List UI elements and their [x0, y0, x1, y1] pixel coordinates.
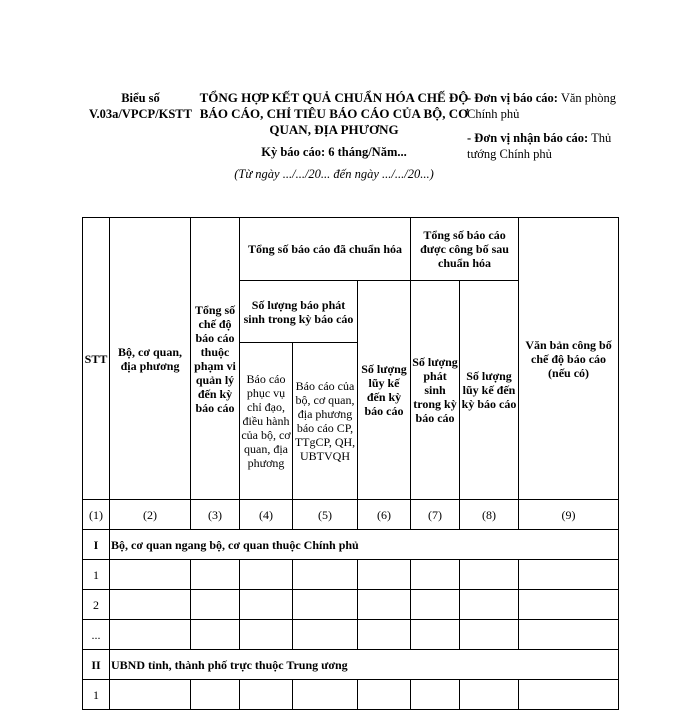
report-title: TỔNG HỢP KẾT QUẢ CHUẨN HÓA CHẾ ĐỘ BÁO CÁO, CHỈ TIÊU BÁO CÁO CỦA BỘ, CƠ QUAN, ĐỊA PHƯƠNG	[199, 90, 469, 137]
reporting-unit-value: Văn phòng Chính phủ	[467, 91, 617, 121]
receiving-unit-value: Thủ tướng Chính phủ	[467, 131, 612, 161]
column-number: (4)	[240, 500, 293, 530]
header-arising-direction: Báo cáo phục vụ chỉ đạo, điều hành của bộ, cơ quan, địa phương	[240, 343, 293, 500]
table-cell	[110, 620, 191, 650]
table-row	[83, 560, 619, 590]
row-number: ...	[83, 620, 110, 650]
header-stt: STT	[83, 218, 110, 500]
table-cell	[411, 680, 460, 710]
table-row	[83, 680, 619, 710]
column-number: (8)	[460, 500, 519, 530]
table-cell	[293, 680, 358, 710]
table-cell	[191, 590, 240, 620]
table-cell	[519, 620, 619, 650]
reporting-unit	[467, 90, 632, 122]
table-cell	[191, 620, 240, 650]
header-cumulative: Số lượng lũy kế đến kỳ báo cáo	[358, 281, 411, 500]
header-row-1	[83, 218, 619, 281]
table-cell	[110, 680, 191, 710]
report-date-range: (Từ ngày .../.../20... đến ngày .../.../20...)	[234, 167, 434, 181]
column-number: (9)	[519, 500, 619, 530]
receiving-unit-label: - Đơn vị nhận báo cáo:	[467, 131, 589, 145]
units-block	[467, 90, 632, 162]
header-standardized-group: Tổng số báo cáo đã chuẩn hóa	[240, 218, 411, 281]
table-row	[83, 620, 619, 650]
report-period: Kỳ báo cáo: 6 tháng/Năm...	[261, 145, 407, 159]
table-cell	[411, 620, 460, 650]
header-total-regimes: Tổng số chế độ báo cáo thuộc phạm vi quản lý đến kỳ báo cáo	[191, 218, 240, 500]
table-cell	[240, 560, 293, 590]
table-cell	[191, 560, 240, 590]
row-number: 1	[83, 560, 110, 590]
table-cell	[240, 680, 293, 710]
receiving-unit	[467, 130, 632, 162]
table-cell	[358, 680, 411, 710]
section-code: II	[83, 650, 110, 680]
table-row	[83, 590, 619, 620]
header-published-group: Tổng số báo cáo được công bố sau chuẩn hóa	[411, 218, 519, 281]
table-cell	[519, 590, 619, 620]
report-table	[82, 217, 619, 710]
section-title: Bộ, cơ quan ngang bộ, cơ quan thuộc Chính phủ	[110, 530, 619, 560]
reporting-unit-label: - Đơn vị báo cáo:	[467, 91, 558, 105]
table-cell	[460, 680, 519, 710]
table-cell	[519, 680, 619, 710]
table-cell	[411, 560, 460, 590]
title-block	[198, 90, 470, 182]
table-cell	[519, 560, 619, 590]
table-cell	[358, 590, 411, 620]
table-cell	[358, 560, 411, 590]
column-number: (6)	[358, 500, 411, 530]
table-cell	[191, 680, 240, 710]
column-number: (3)	[191, 500, 240, 530]
section-row	[83, 530, 619, 560]
table-cell	[110, 590, 191, 620]
table-cell	[460, 590, 519, 620]
table-cell	[240, 620, 293, 650]
section-code: I	[83, 530, 110, 560]
table-cell	[293, 620, 358, 650]
column-number: (2)	[110, 500, 191, 530]
table-cell	[411, 590, 460, 620]
table-cell	[293, 560, 358, 590]
table-cell	[240, 590, 293, 620]
table-cell	[460, 620, 519, 650]
header-arising-group: Số lượng báo phát sinh trong kỳ báo cáo	[240, 281, 358, 343]
column-number: (1)	[83, 500, 110, 530]
table-cell	[293, 590, 358, 620]
table-cell	[358, 620, 411, 650]
section-title: UBND tỉnh, thành phố trực thuộc Trung ương	[110, 650, 619, 680]
row-number: 2	[83, 590, 110, 620]
header-agency: Bộ, cơ quan, địa phương	[110, 218, 191, 500]
column-number: (7)	[411, 500, 460, 530]
header-announcement-doc: Văn bản công bố chế độ báo cáo (nếu có)	[519, 218, 619, 500]
form-code: Biểu số V.03a/VPCP/KSTT	[89, 91, 192, 121]
table-cell	[460, 560, 519, 590]
column-number: (5)	[293, 500, 358, 530]
section-row	[83, 650, 619, 680]
table-cell	[110, 560, 191, 590]
row-number: 1	[83, 680, 110, 710]
header-arising-report-to: Báo cáo của bộ, cơ quan, địa phương báo cáo CP, TTgCP, QH, UBTVQH	[293, 343, 358, 500]
header-published-cumulative: Số lượng lũy kế đến kỳ báo cáo	[460, 281, 519, 500]
header-published-arising: Số lượng phát sinh trong kỳ báo cáo	[411, 281, 460, 500]
column-number-row	[83, 500, 619, 530]
